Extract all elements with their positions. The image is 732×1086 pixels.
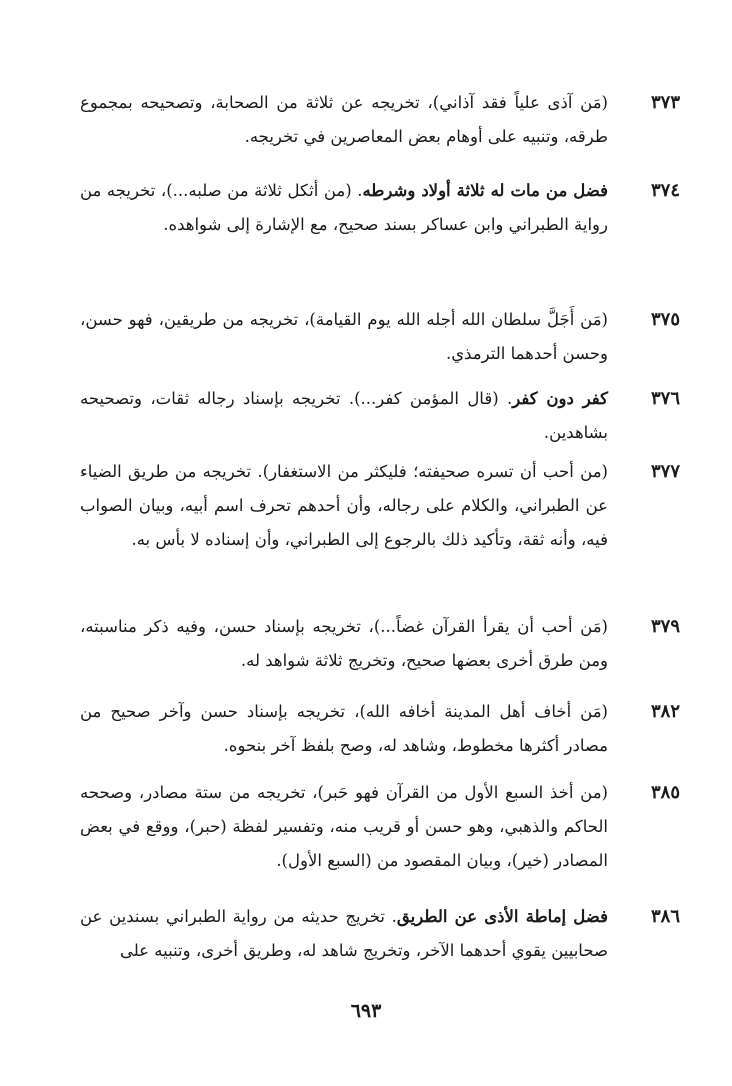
entry-text [80,776,608,878]
entry-377 [80,455,680,557]
entry-bold-title: فضل إماطة الأذى عن الطريق [396,907,608,926]
entry-body: (مَن آذى علياً فقد آذاني)، تخريجه عن ثلاثة من الصحابة، وتصحيحه بمجموع طرقه، وتنبيه على أوهام بعض المعاصرين في تخريجه. [80,93,608,146]
entry-385 [80,776,680,878]
entry-text [80,695,608,763]
entry-body: . (من أثكل ثلاثة من صلبه...)، تخريجه من رواية الطبراني وابن عساكر بسند صحيح، مع الإشارة إلى شواهده. [80,181,608,234]
entry-number: ٣٧٤ [650,180,680,201]
entry-bold-title: فضل من مات له ثلاثة أولاد وشرطه [362,181,609,200]
entry-text [80,610,608,678]
entry-375 [80,303,680,371]
entry-373 [80,86,680,154]
entry-body: (مَن أخاف أهل المدينة أخافه الله)، تخريجه بإسناد حسن وآخر صحيح من مصادر أكثرها مخطوط، وشاهد له، وصح بلفظ آخر بنحوه. [80,702,608,755]
entry-body: . (قال المؤمن كفر...). تخريجه بإسناد رجاله ثقات، وتصحيحه بشاهدين. [80,389,608,442]
entry-bold-title: كفر دون كفر [512,389,608,408]
entry-374 [80,174,680,242]
entry-body: (من أخذ السبع الأول من القرآن فهو حَبر)، تخريجه من ستة مصادر، وصححه الحاكم والذهبي، وهو حسن أو قريب منه، وتفسير لفظة (حبر)، ووقع في بعض المصادر (خير)، وبيان المقصود من (السبع الأول). [80,783,608,870]
entry-text [80,455,608,557]
entry-number: ٣٧٥ [650,309,680,330]
entry-number: ٣٧٦ [650,388,680,409]
entry-number: ٣٧٧ [650,461,680,482]
entry-number: ٣٨٦ [650,906,680,927]
entry-number: ٣٧٣ [650,92,680,113]
entry-text [80,900,608,968]
entry-386 [80,900,680,968]
entry-376 [80,382,680,450]
entry-379 [80,610,680,678]
entry-body: (مَن أحب أن يقرأ القرآن غضاً...)، تخريجه بإسناد حسن، وفيه ذكر مناسبته، ومن طرق أخرى بعضها صحيح، وتخريج ثلاثة شواهد له. [80,617,608,670]
entry-body: (مَن أَجَلَّ سلطان الله أجله الله يوم القيامة)، تخريجه من طريقين، فهو حسن، وحسن أحدهما الترمذي. [80,310,608,363]
entry-text [80,174,608,242]
entry-number: ٣٨٢ [650,701,680,722]
entry-body: (من أحب أن تسره صحيفته؛ فليكثر من الاستغفار). تخريجه من طريق الضياء عن الطبراني، والكلام على رجاله، وأن أحدهم تحرف اسم أبيه، وبيان الصواب فيه، وأنه ثقة، وتأكيد ذلك بالرجوع إلى الطبراني، وأن إسناده لا بأس به. [80,462,608,549]
entry-number: ٣٧٩ [650,616,680,637]
entry-text [80,86,608,154]
entry-number: ٣٨٥ [650,782,680,803]
page-number: ٦٩٣ [350,1000,382,1022]
entry-body: . تخريج حديثه من رواية الطبراني بسندين عن صحابيين يقوي أحدهما الآخر، وتخريج شاهد له، وطريق أخرى، وتنبيه على [80,907,608,960]
entry-text [80,382,608,450]
entry-382 [80,695,680,763]
entry-text [80,303,608,371]
